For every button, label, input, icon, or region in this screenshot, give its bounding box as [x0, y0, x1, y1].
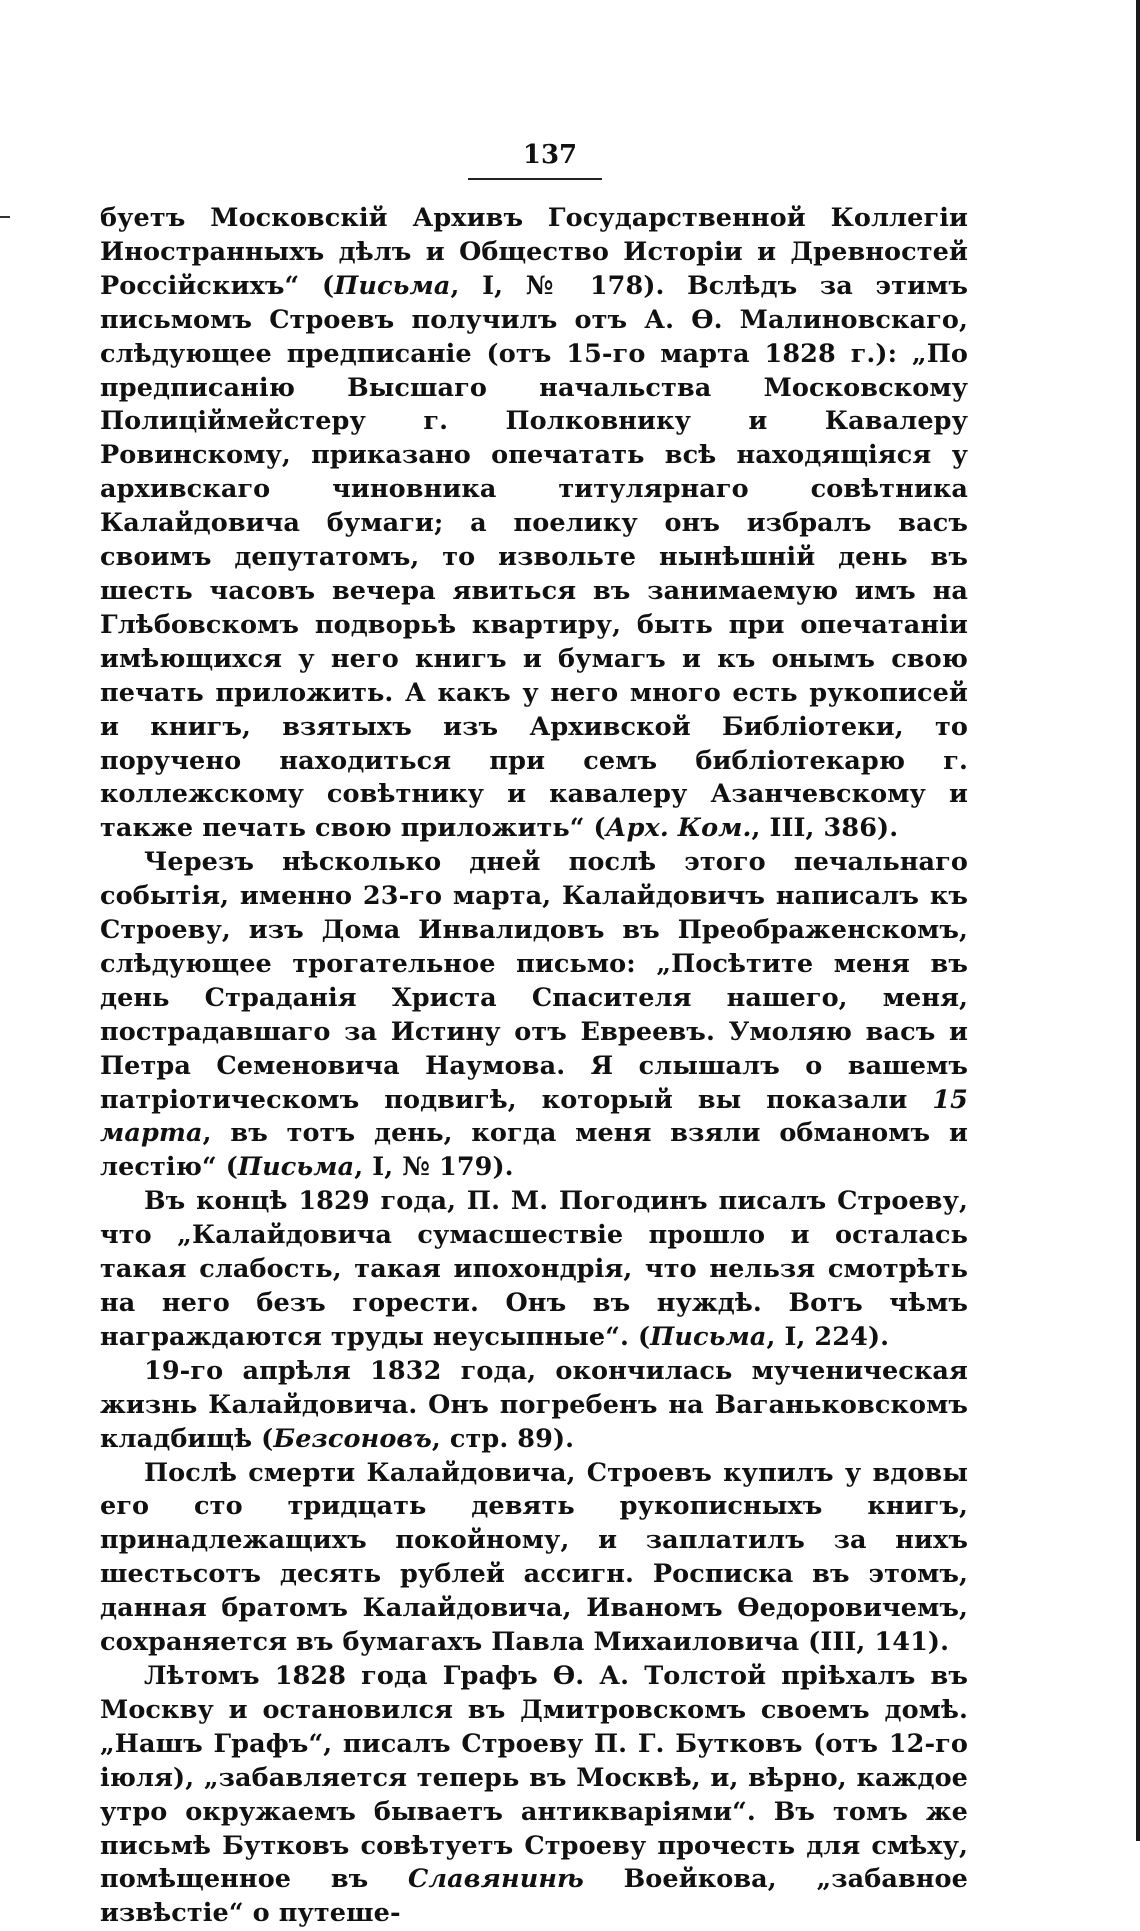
margin-mark	[0, 216, 10, 218]
text-run: , I, № 179).	[354, 1152, 514, 1183]
paragraph	[100, 1185, 968, 1355]
italic-citation: Безсоновъ	[273, 1423, 432, 1454]
text-run: , I, № 178). Вслѣдъ за этимъ письмомъ Строевъ получилъ отъ А. Ѳ. Малиновскаго, слѣдующее предписаніе (отъ 15-го марта 1828 г.): „По предписанію Высшаго начальства Московскому Полицiймейстеру г. Полковнику и Кавалеру Ровинскому, приказано опечатать всѣ находящіяся у архивскаго чиновника титулярнаго совѣтника Калайдовича бумаги; а поелику онъ избралъ васъ своимъ депутатомъ, то извольте нынѣшній день въ шесть часовъ вечера явиться въ занимаемую имъ на Глѣбовскомъ подворьѣ квартиру, быть при опечатаніи имѣющихся у него книгъ и бумагъ и къ онымъ свою печать приложить. А какъ у него много есть рукописей и книгъ, взятыхъ изъ Архивской Библіотеки, то поручено находиться при семъ библіотекарю г. коллежскому совѣтнику и кавалеру Азанчевскому и также печать свою приложить“ (	[100, 270, 968, 844]
text-run: , III, 386).	[751, 813, 899, 844]
text-run: 19-го апрѣля 1832 года, окончилась мученическая жизнь Калайдовича. Онъ погребенъ на Ваганьковскомъ кладбищѣ (	[100, 1355, 968, 1454]
page-number: 137	[522, 140, 578, 170]
italic-citation: Славянинѣ	[408, 1864, 584, 1895]
text-run: Черезъ нѣсколько дней послѣ этого печальнаго событія, именно 23-го марта, Калайдовичъ написалъ къ Строеву, изъ Дома Инвалидовъ въ Преображенскомъ, слѣдующее трогательное письмо: „Посѣтите меня въ день Страданія Христа Спасителя нашего, меня, пострадавшаго за Истину отъ Евреевъ. Умоляю васъ и Петра Семеновича Наумова. Я слышалъ о вашемъ патріотическомъ подвигѣ, который вы показали	[100, 847, 968, 1115]
text-run: Въ концѣ 1829 года, П. М. Погодинъ писалъ Строеву, что „Калайдовича сумасшествіе прошло и осталась такая слабость, такая ипохондрія, что нельзя смотрѣть на него безъ горести. Онъ въ нуждѣ. Вотъ чѣмъ награждаются труды неусыпные“. (	[100, 1186, 968, 1352]
body-text	[100, 202, 968, 1931]
text-run: Воейкова, „забавное извѣстіе“ о путеше-	[100, 1864, 968, 1929]
italic-citation: Письма	[334, 270, 451, 301]
italic-citation: Письма	[237, 1152, 355, 1183]
text-run: , I, 224).	[766, 1321, 890, 1352]
italic-citation: 15 марта	[100, 1084, 968, 1149]
paragraph	[100, 1355, 968, 1457]
italic-citation: Письма	[650, 1321, 767, 1352]
text-run: Лѣтомъ 1828 года Графъ Ѳ. А. Толстой пріѣхалъ въ Москву и остановился въ Дмитровскомъ своемъ домѣ. „Нашъ Графъ“, писалъ Строеву П. Г. Бутковъ (отъ 12-го іюля), „забавляется теперь въ Москвѣ, и, вѣрно, каждое утро окружаемъ бываетъ антикваріями“. Въ томъ же письмѣ Бутковъ совѣтуетъ Строеву прочесть для смѣху, помѣщенное въ	[100, 1660, 968, 1895]
text-run: Послѣ смерти Калайдовича, Строевъ купилъ у вдовы его сто тридцать девять рукописныхъ книгъ, принадлежащихъ покойному, и заплатилъ за нихъ шестьсотъ десять рублей ассигн. Росписка въ этомъ, данная братомъ Калайдовича, Иваномъ Ѳедоровичемъ, сохраняется въ бумагахъ Павла Михаиловича (III, 141).	[100, 1457, 968, 1658]
header-rule	[468, 178, 602, 180]
paragraph	[100, 202, 968, 846]
italic-citation: Арх. Ком.	[605, 813, 752, 844]
page-edge-shadow	[1136, 0, 1140, 1841]
paragraph	[100, 1457, 968, 1660]
text-run: , стр. 89).	[431, 1423, 575, 1454]
text-run: буетъ Московскій Архивъ Государственной Коллегіи Иностранныхъ дѣлъ и Общество Исторіи и Древностей Россійскихъ“ (	[100, 203, 968, 301]
paragraph	[100, 1660, 968, 1931]
text-run: , въ тотъ день, когда меня взяли обманомъ и лестію“ (	[100, 1118, 968, 1183]
paragraph	[100, 846, 968, 1185]
